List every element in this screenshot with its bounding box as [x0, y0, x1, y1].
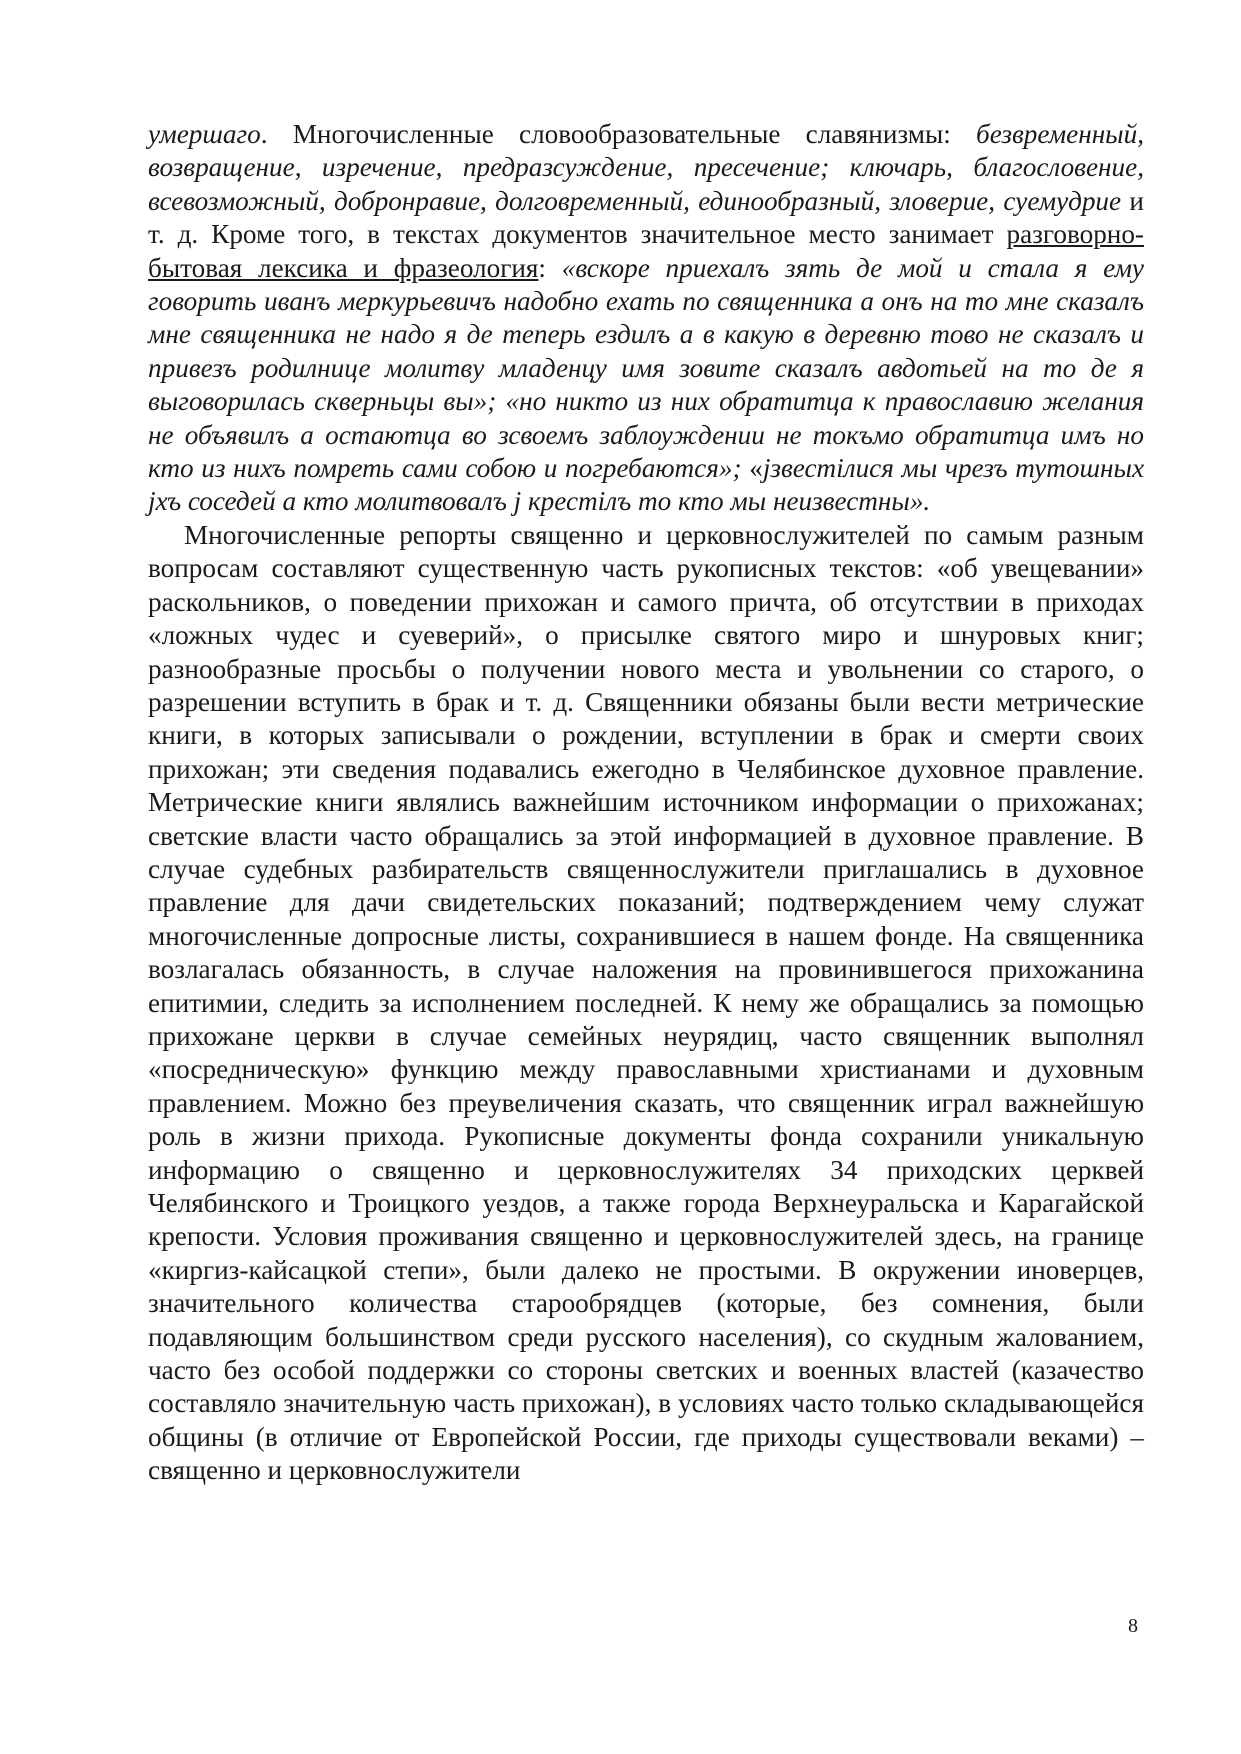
text-run: и т. д. Кроме того, в текстах документов значительное место занимает	[148, 185, 1144, 250]
paragraph-1	[148, 118, 1144, 519]
text-run: :	[538, 252, 562, 283]
text-run: «	[741, 453, 763, 484]
italic-examples: безвременный, возвращение, изречение, предразсуждение, пресечение; ключарь, благословение, всевозможный, добронравие, долговременный, единообразный, зловерие, суемудрие	[148, 119, 1144, 216]
paragraph-2: Многочисленные репорты священно и церковнослужителей по самым разным вопросам составляют существенную часть рукописных текстов: «об увещевании» раскольников, о поведении прихожан и самого причта, об отсутствии в приходах «ложных чудес и суеверий», о присылке святого миро и шнуровых книг; разнообразные просьбы о получении нового места и увольнении со старого, о разрешении вступить в брак и т. д. Священники обязаны были вести метрические книги, в которых записывали о рождении, вступлении в брак и смерти своих прихожан; эти сведения подавались ежегодно в Челябинское духовное правление. Метрические книги являлись важнейшим источником информации о прихожанах; светские власти часто обращались за этой информацией в духовное правление. В случае судебных разбирательств священнослужители приглашались в духовное правление для дачи свидетельских показаний; подтверждением чему служат многочисленные допросные листы, сохранившиеся в нашем фонде. На священника возлагалась обязанность, в случае наложения на провинившегося прихожанина епитимии, следить за исполнением последней. К нему же обращались за помощью прихожане церкви в случае семейных неурядиц, часто священник выполнял «посредническую» функцию между православными христианами и духовным правлением. Можно без преувеличения сказать, что священник играл важнейшую роль в жизни прихода. Рукописные документы фонда сохранили уникальную информацию о священно и церковнослужителях 34 приходских церквей Челябинского и Троицкого уездов, а также города Верхнеуральска и Карагайской крепости. Условия проживания священно и церковнослужителей здесь, на границе «киргиз-кайсацкой степи», были далеко не простыми. В окружении иноверцев, значительного количества старообрядцев (которые, без сомнения, были подавляющим большинством среди русского населения), со скудным жалованием, часто без особой поддержки со стороны светских и военных властей (казачество составляло значительную часть прихожан), в условиях часто только складывающейся общины (в отличие от Европейской России, где приходы существовали веками) – священно и церковнослужители	[148, 519, 1144, 1486]
italic-quote: «вскоре приехалъ зять де мой и стала я ему говорить иванъ меркурьевичъ надобно ехать по священника а онъ на то мне сказалъ мне священника не надо я де теперь ездилъ а в какую в деревню тово не сказалъ и привезъ родилнице молитву младенцу имя зовите сказалъ авдотьей на то де я выговорилась скверньцы вы»; «но никто из них обратитца к православию желания не объявилъ а остаютца во зсвоемъ заблѹждении не токъмо обратитца имъ но кто из нихъ помреть сами собою и погребаются»;	[148, 252, 1144, 484]
italic-word: умершаго	[148, 119, 261, 149]
italic-quote: jзвестiлися мы чрезъ тутошных jхъ соседей а кто молитвовалъ j крестiлъ то кто мы неизвестны».	[148, 453, 1145, 517]
page-number: 8	[1128, 1615, 1138, 1637]
body-text	[148, 118, 1144, 1488]
underlined-term: разговорно-бытовая лексика и фразеология	[148, 219, 1144, 283]
text-run: . Многочисленные словообразовательные славянизмы:	[260, 119, 977, 149]
